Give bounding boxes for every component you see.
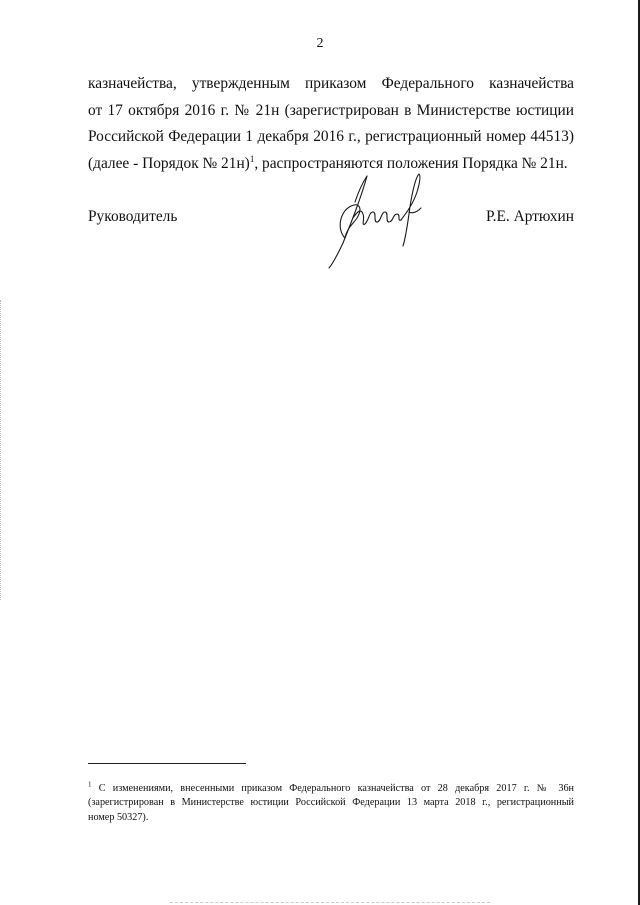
- page-number: 2: [316, 36, 324, 51]
- handwritten-signature: [325, 168, 430, 273]
- footnote: [88, 782, 574, 825]
- footnote-text-1: С изменениями, внесенными приказом Федерального казначейства от 28 декабря 2017 г. № 36н: [98, 783, 574, 794]
- footnote-marker: 1: [88, 780, 92, 789]
- body-line-2: от 17 октября 2016 г. № 21н (зарегистрирован в Министерстве юстиции: [88, 101, 574, 119]
- footnote-line-2: (зарегистрирован в Министерстве юстиции Российской Федерации 13 марта 2018 г., регистрационный: [88, 797, 574, 809]
- footnote-line-1: [88, 782, 574, 796]
- footnote-line-3: номер 50327).: [88, 811, 149, 823]
- body-line-1: казначейства, утвержденным приказом Федерального казначейства: [88, 75, 574, 92]
- signatory-name: Р.Е. Артюхин: [486, 208, 574, 225]
- footnote-reference: 1: [249, 153, 255, 164]
- body-line-4-start: (далее - Порядок № 21н): [88, 154, 250, 172]
- scan-artifact-bottom: [170, 902, 490, 903]
- footnote-separator: [88, 763, 246, 764]
- signatory-title: Руководитель: [88, 208, 178, 225]
- body-line-4-end: , распространяются положения Порядка № 21н.: [254, 154, 568, 172]
- scan-artifact: [0, 300, 2, 600]
- body-paragraph: [88, 71, 574, 177]
- body-line-3: Российской Федерации 1 декабря 2016 г., регистрационный номер 44513): [88, 128, 574, 145]
